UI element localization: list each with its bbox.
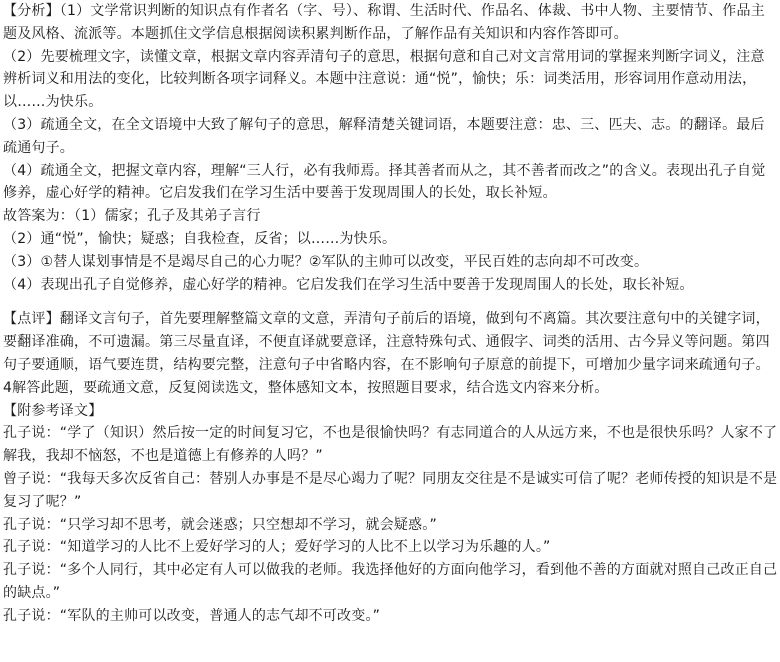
- comment-paragraph: 【点评】翻译文言句子，首先要理解整篇文章的文意，弄清句子前后的语境，做到句不离篇。其次要注意句中的关键字词，要翻译准确，不可遗漏。第三尽量直译，不便直译就要意译，注意特殊句式、通假字、词类的活用、古今异义等问题。第四句子要通顺，语气要连贯，结构要完整，注意句子中省略内容，在不影响句子原意的前提下，可增加少量字词来疏通句子。4解答此题，要疏通文意，反复阅读选文，整体感知文本，按照题目要求，结合选文内容来分析。: [3, 311, 770, 396]
- translation-section: [3, 400, 778, 628]
- translation-line-3: 孔子说：“只学习却不思考，就会迷惑；只空想却不学习，就会疑惑。”: [3, 516, 437, 533]
- translation-line-2: 曾子说：“我每天多次反省自己：替别人办事是不是尽心竭力了呢？同朋友交往是不是诚实可信了呢？老师传授的知识是不是复习了呢？”: [3, 470, 778, 510]
- analysis-point-3: （3）疏通全文，在全文语境中大致了解句子的意思，解释清楚关键词语，本题要注意：忠、三、匹夫、志。的翻译。最后疏通句子。: [3, 116, 765, 156]
- answer-line-4: （4）表现出孔子自觉修养，虚心好学的精神。它启发我们在学习生活中要善于发现周围人的长处，取长补短。: [3, 276, 694, 293]
- answer-section: [3, 205, 778, 296]
- translation-line-6: 孔子说：“军队的主帅可以改变，普通人的志气却不可改变。”: [3, 607, 381, 624]
- analysis-section: [3, 0, 778, 205]
- answer-line-2: （2）通“悦”，愉快；疑惑；自我检查，反省；以……为快乐。: [3, 230, 397, 247]
- translation-line-1: 孔子说：“学了（知识）然后按一定的时间复习它，不也是很愉快吗？有志同道合的人从远方来，不也是很快乐吗？人家不了解我，我却不恼怒，不也是道德上有修养的人吗？”: [3, 425, 778, 465]
- section-spacer: [3, 296, 778, 308]
- translation-line-4: 孔子说：“知道学习的人比不上爱好学习的人；爱好学习的人比不上以学习为乐趣的人。”: [3, 539, 551, 556]
- analysis-intro: 【分析】（1）文学常识判断的知识点有作者名（字、号）、称谓、生活时代、作品名、体裁、书中人物、主要情节、作品主题及风格、流派等。本题抓住文学信息根据阅读积累判断作品，了解作品有关知识和内容作答即可。: [3, 3, 765, 42]
- answer-line-3: （3）①替人谋划事情是不是竭尽自己的心力呢？②军队的主帅可以改变，平民百姓的志向却不可改变。: [3, 253, 649, 270]
- translation-heading: 【附参考译文】: [3, 402, 103, 419]
- analysis-point-4: （4）疏通全文，把握文章内容，理解“三人行，必有我师焉。择其善者而从之，其不善者而改之”的含义。表现出孔子自觉修养，虚心好学的精神。它启发我们在学习生活中要善于发现周围人的长处，取长补短。: [3, 162, 766, 202]
- translation-line-5: 孔子说：“多个人同行，其中必定有人可以做我的老师。我选择他好的方面向他学习，看到他不善的方面就对照自己改正自己的缺点。”: [3, 562, 778, 601]
- analysis-point-2: （2）先要梳理文字，读懂文章，根据文章内容弄清句子的意思，根据句意和自己对文言常用词的掌握来判断字词义，注意辨析词义和用法的变化，比较判断各项字词释义。本题中注意说：通“悦”，愉快；乐：词类活用，形容词用作意动用法，以……为快乐。: [3, 48, 765, 111]
- comment-section: [3, 308, 778, 399]
- answer-line-1: 故答案为：（1）儒家；孔子及其弟子言行: [3, 208, 261, 225]
